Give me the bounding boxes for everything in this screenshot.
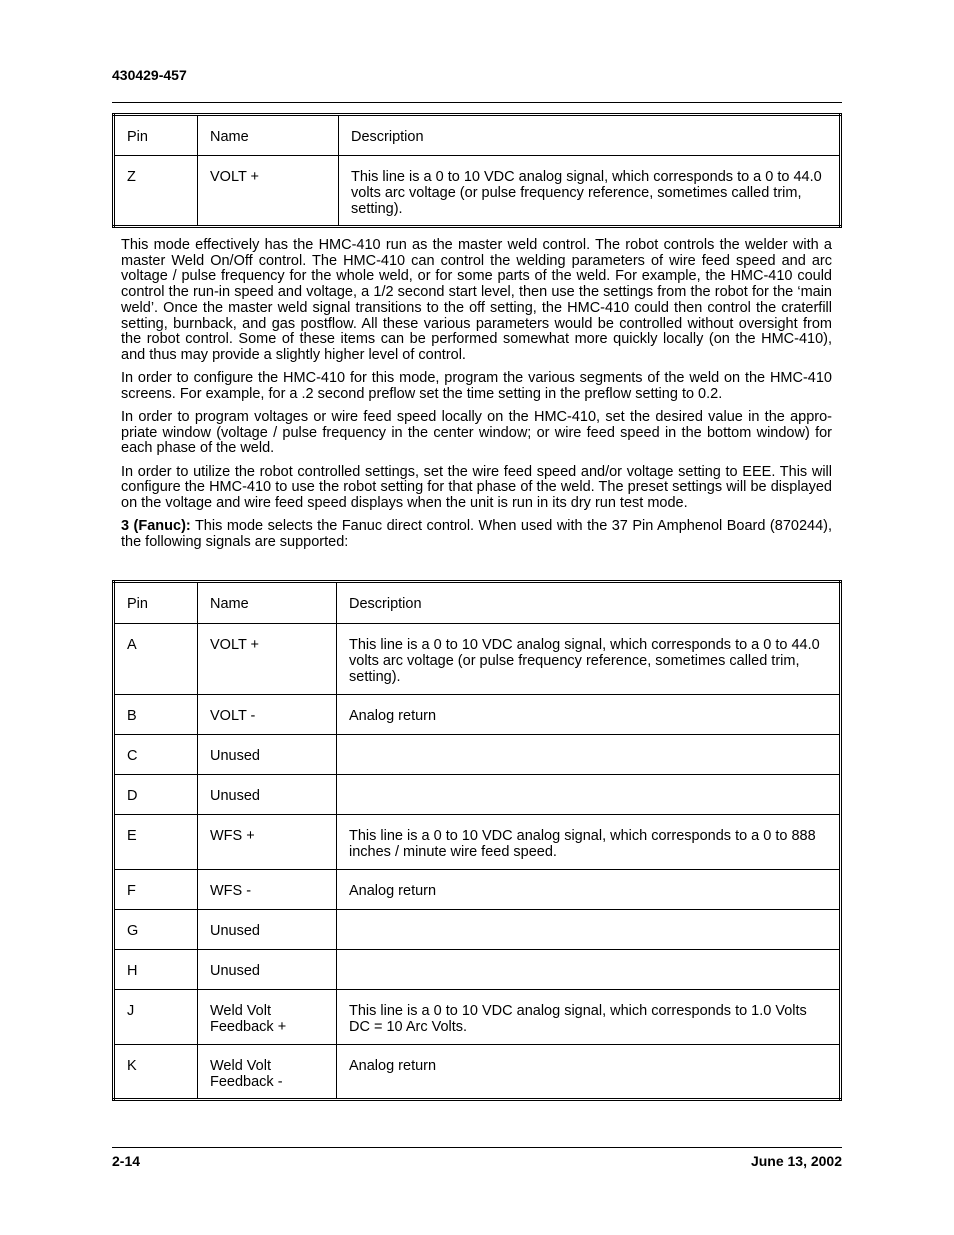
description-cell — [337, 950, 841, 990]
description-cell: Analog return — [337, 695, 841, 735]
table-header-row — [114, 582, 841, 624]
publication-date: June 13, 2002 — [750, 1153, 842, 1169]
name-cell: Unused — [198, 735, 337, 775]
description-cell: This line is a 0 to 10 VDC analog signal, which corresponds to a 0 to 44.0 volts arc voltage (or pulse frequency reference, sometimes called trim, setting). — [339, 156, 841, 227]
name-cell: Weld Volt Feedback + — [198, 990, 337, 1045]
table-row — [114, 1045, 841, 1100]
table-row — [114, 870, 841, 910]
name-cell: WFS + — [198, 815, 337, 870]
page-number: 2-14 — [112, 1153, 141, 1169]
table-row — [114, 815, 841, 870]
body-text — [121, 238, 832, 558]
table-row — [114, 990, 841, 1045]
name-cell: WFS - — [198, 870, 337, 910]
pin-cell: D — [114, 775, 198, 815]
name-cell: Unused — [198, 775, 337, 815]
header-rule — [112, 102, 842, 103]
pin-cell: C — [114, 735, 198, 775]
pin-cell: J — [114, 990, 198, 1045]
table-row — [114, 735, 841, 775]
column-header-description: Description — [337, 582, 841, 624]
description-cell: This line is a 0 to 10 VDC analog signal, which corresponds to 1.0 Volts DC = 10 Arc Volts. — [337, 990, 841, 1045]
paragraph: In order to program voltages or wire feed speed locally on the HMC-410, set the desired value in the appro-priate window (voltage / pulse frequency in the center window; or wire feed speed in the bottom window) for each phase of the weld. — [121, 409, 832, 457]
pin-cell: A — [114, 624, 198, 695]
table-header-row — [114, 115, 841, 156]
name-cell: Unused — [198, 950, 337, 990]
pin-table-mode-2 — [112, 113, 842, 228]
mode-description: This mode selects the Fanuc direct control. When used with the 37 Pin Amphenol Board (870244), the following signals are supported: — [121, 518, 832, 550]
description-cell — [337, 910, 841, 950]
paragraph: In order to utilize the robot controlled settings, set the wire feed speed and/or voltage setting to EEE. This will configure the HMC-410 to use the robot setting for that phase of the weld. The preset settings will be displayed on the voltage and wire feed speed displays when the unit is run in its dry run test mode. — [121, 463, 832, 512]
paragraph: In order to configure the HMC-410 for this mode, program the various segments of the weld on the HMC-410 screens. For example, for a .2 second preflow set the time setting in the preflow setting to 0.2. — [121, 370, 832, 402]
column-header-name: Name — [198, 582, 337, 624]
name-cell: VOLT + — [198, 624, 337, 695]
name-cell: VOLT + — [198, 156, 339, 227]
mode-label: 3 (Fanuc): — [121, 518, 191, 535]
paragraph — [121, 519, 832, 550]
column-header-pin: Pin — [114, 115, 198, 156]
description-cell: Analog return — [337, 1045, 841, 1100]
footer-rule — [112, 1147, 842, 1148]
column-header-description: Description — [339, 115, 841, 156]
pin-cell: H — [114, 950, 198, 990]
description-cell: This line is a 0 to 10 VDC analog signal, which corresponds to a 0 to 44.0 volts arc voltage (or pulse frequency reference, sometimes called trim, setting). — [337, 624, 841, 695]
column-header-name: Name — [198, 115, 339, 156]
pin-table-fanuc — [112, 580, 842, 1101]
document-number: 430429-457 — [112, 67, 187, 83]
pin-cell: B — [114, 695, 198, 735]
description-cell: Analog return — [337, 870, 841, 910]
table-row — [114, 950, 841, 990]
table-row — [114, 624, 841, 695]
name-cell: Unused — [198, 910, 337, 950]
table-row — [114, 156, 841, 227]
name-cell: Weld Volt Feedback - — [198, 1045, 337, 1100]
pin-cell: F — [114, 870, 198, 910]
description-cell — [337, 775, 841, 815]
table-row — [114, 695, 841, 735]
paragraph: This mode effectively has the HMC-410 run as the master weld control. The robot controls the welder with a master Weld On/Off control. The HMC-410 can control the welding parameters of wire feed speed and arc voltage / pulse frequency for the whole weld, or for some parts of the weld. For example, the HMC-410 could control the run-in speed and voltage, a 1/2 second start level, then use the settings from the robot for the ‘main weld’. Once the master weld signal transitions to the off setting, the HMC-410 could then control the craterfill setting, burnback, and gas postflow. All these various parameters would be controlled without oversight from the robot control. Some of these items can be performed somewhat more quickly locally (on the HMC-410), and thus may provide a slightly higher level of control. — [121, 237, 832, 363]
description-cell — [337, 735, 841, 775]
pin-cell: E — [114, 815, 198, 870]
description-cell: This line is a 0 to 10 VDC analog signal, which corresponds to a 0 to 888 inches / minute wire feed speed. — [337, 815, 841, 870]
pin-cell: G — [114, 910, 198, 950]
pin-cell: K — [114, 1045, 198, 1100]
name-cell: VOLT - — [198, 695, 337, 735]
table-row — [114, 775, 841, 815]
column-header-pin: Pin — [114, 582, 198, 624]
table-row — [114, 910, 841, 950]
pin-cell: Z — [114, 156, 198, 227]
